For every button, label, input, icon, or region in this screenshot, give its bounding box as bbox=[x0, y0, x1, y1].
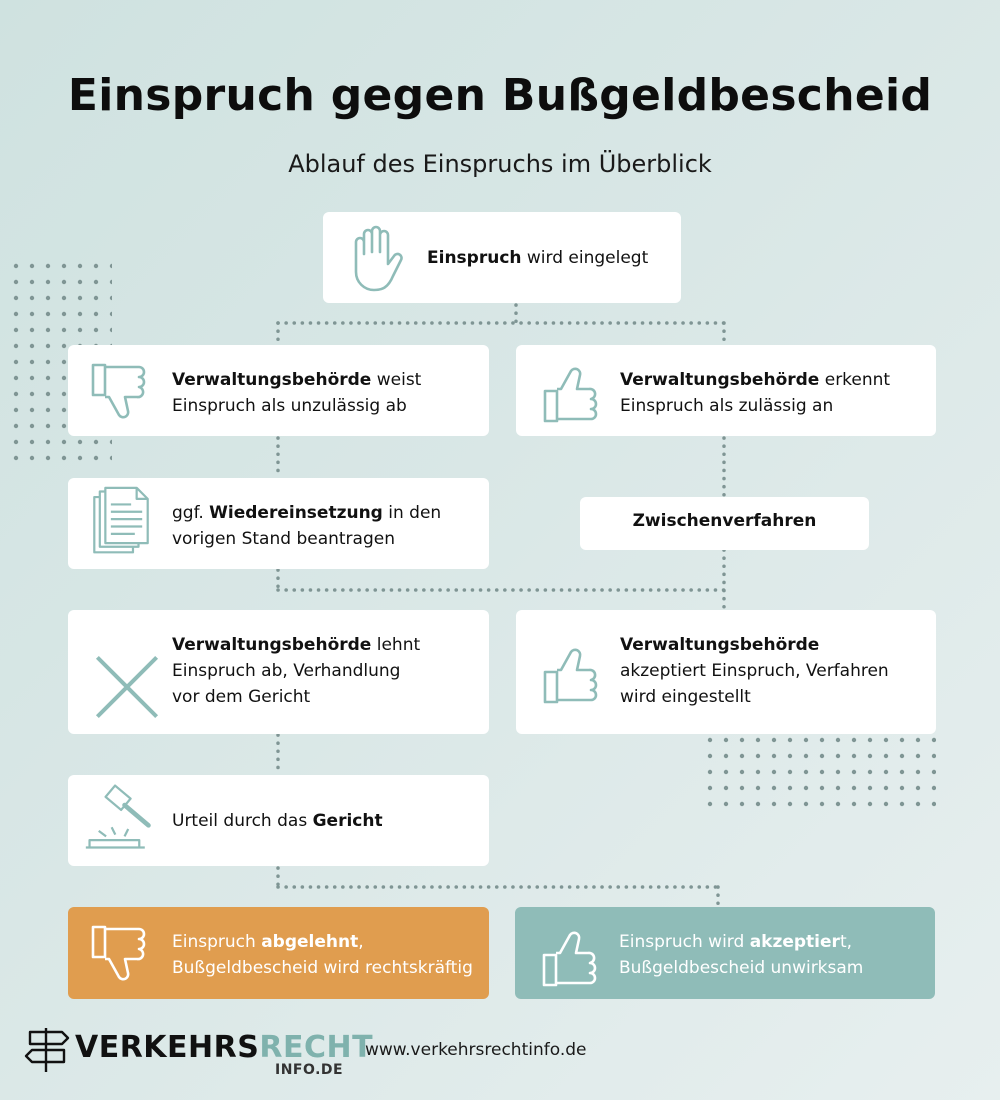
akzeptiert-final-bold: akzeptier bbox=[749, 932, 840, 952]
logo-sub: INFO.DE bbox=[275, 1062, 344, 1078]
zulaessig-bold: Verwaltungsbehörde bbox=[620, 370, 820, 390]
lehnt-ab-bold: Verwaltungsbehörde bbox=[172, 635, 372, 655]
thumbs-up-icon bbox=[538, 357, 608, 427]
signpost-icon bbox=[22, 1026, 72, 1074]
unzulaessig-bold: Verwaltungsbehörde bbox=[172, 370, 372, 390]
page-subtitle: Ablauf des Einspruchs im Überblick bbox=[288, 150, 712, 178]
x-icon bbox=[92, 652, 162, 722]
footer-url: www.verkehrsrechtinfo.de bbox=[365, 1040, 587, 1060]
zulaessig-rest: erkennt Einspruch als zulässig an bbox=[620, 370, 891, 416]
step-akzeptiert bbox=[516, 610, 936, 734]
step-unzulaessig bbox=[68, 345, 489, 436]
akzeptiert-final-rest: t, Bußgeldbescheid unwirksam bbox=[619, 932, 864, 978]
wiedereinsetzung-bold: Wiedereinsetzung bbox=[209, 503, 383, 523]
logo-part1: VERKEHRS bbox=[75, 1030, 260, 1065]
akzeptiert-bold: Verwaltungsbehörde bbox=[620, 635, 820, 655]
lehnt-ab-rest: lehnt Einspruch ab, Verhandlung vor dem Gericht bbox=[172, 635, 421, 707]
step-lehnt-ab bbox=[68, 610, 489, 734]
step-zwischenverfahren bbox=[580, 497, 869, 550]
documents-icon bbox=[86, 486, 156, 556]
gavel-icon bbox=[84, 783, 154, 853]
abgelehnt-pre: Einspruch bbox=[172, 932, 262, 952]
logo-wordmark bbox=[75, 1030, 373, 1065]
urteil-bold: Gericht bbox=[312, 811, 383, 831]
abgelehnt-rest: , Bußgeldbescheid wird rechtskräftig bbox=[172, 932, 473, 978]
thumbs-down-icon bbox=[86, 357, 156, 427]
zwischenverfahren-label: Zwischenverfahren bbox=[632, 511, 817, 531]
start-rest: wird eingelegt bbox=[521, 248, 649, 268]
page-title: Einspruch gegen Bußgeldbescheid bbox=[67, 70, 933, 121]
urteil-pre: Urteil durch das bbox=[172, 811, 313, 831]
akzeptiert-rest: akzeptiert Einspruch, Verfahren wird eingestellt bbox=[620, 661, 889, 707]
result-akzeptiert bbox=[515, 907, 935, 999]
thumbs-up-icon bbox=[538, 638, 608, 708]
result-abgelehnt bbox=[68, 907, 489, 999]
unzulaessig-rest: weist Einspruch als unzulässig ab bbox=[172, 370, 422, 416]
step-wiedereinsetzung bbox=[68, 478, 489, 569]
step-urteil bbox=[68, 775, 489, 866]
thumbs-down-icon bbox=[86, 921, 156, 991]
abgelehnt-bold: abgelehnt bbox=[261, 932, 359, 952]
step-zulaessig bbox=[516, 345, 936, 436]
akzeptiert-final-pre: Einspruch wird bbox=[619, 932, 750, 952]
hand-icon bbox=[343, 224, 413, 294]
step-einspruch-eingelegt bbox=[323, 212, 681, 303]
wiedereinsetzung-rest: in den vorigen Stand beantragen bbox=[172, 503, 442, 549]
logo-part2: RECHT bbox=[259, 1030, 374, 1065]
wiedereinsetzung-pre: ggf. bbox=[172, 503, 210, 523]
start-bold: Einspruch bbox=[427, 248, 522, 268]
thumbs-up-icon bbox=[537, 921, 607, 991]
